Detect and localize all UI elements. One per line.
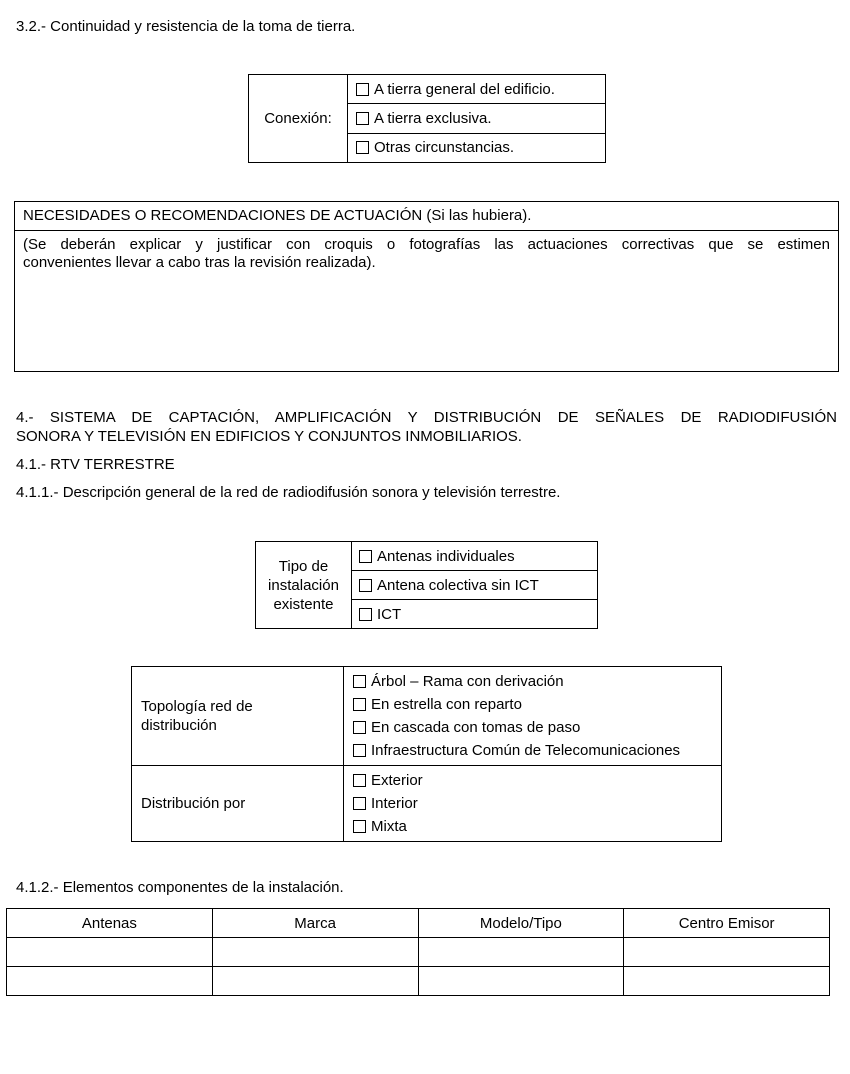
option-row <box>352 571 598 600</box>
table-cell[interactable] <box>7 938 213 967</box>
section-4-1-title: 4.1.- RTV TERRESTRE <box>16 456 175 473</box>
section-4-title-line2: SONORA Y TELEVISIÓN EN EDIFICIOS Y CONJUNTOS INMOBILIARIOS. <box>16 428 522 445</box>
tipo-label-line2: instalación <box>268 576 339 594</box>
option-label: Antena colectiva sin ICT <box>377 576 539 594</box>
needs-body-line1: (Se deberán explicar y justificar con croquis o fotografías las actuaciones correctivas que se estimen <box>23 236 830 253</box>
checkbox[interactable] <box>359 608 372 621</box>
table-cell[interactable] <box>624 967 830 996</box>
option-row <box>348 133 606 162</box>
topologia-label-line1: Topología red de <box>141 698 253 715</box>
table-cell[interactable] <box>624 938 830 967</box>
checkbox[interactable] <box>353 675 366 688</box>
checkbox[interactable] <box>353 744 366 757</box>
checkbox[interactable] <box>353 698 366 711</box>
option-label: ICT <box>377 605 402 623</box>
option-row <box>352 542 598 571</box>
section-3-2-title: 3.2.- Continuidad y resistencia de la toma de tierra. <box>16 18 356 35</box>
checkbox[interactable] <box>359 579 372 592</box>
checkbox[interactable] <box>353 820 366 833</box>
topologia-table <box>131 666 722 842</box>
option-label: A tierra general del edificio. <box>374 80 555 98</box>
table-row <box>7 938 830 967</box>
checkbox[interactable] <box>353 797 366 810</box>
option-row <box>352 600 598 629</box>
option-label: En cascada con tomas de paso <box>371 719 581 736</box>
topologia-label-cell <box>132 667 344 766</box>
option-label: En estrella con reparto <box>371 696 522 713</box>
option-label: Interior <box>371 795 418 812</box>
needs-box <box>14 201 839 372</box>
option-label: A tierra exclusiva. <box>374 109 492 127</box>
needs-header-text: NECESIDADES O RECOMENDACIONES DE ACTUACIÓN (Si las hubiera). <box>23 207 532 224</box>
conexion-table <box>248 74 606 163</box>
conexion-label: Conexión: <box>264 110 332 127</box>
needs-body-line2: convenientes llevar a cabo tras la revisión realizada). <box>23 254 376 271</box>
checkbox[interactable] <box>356 112 369 125</box>
header-centro-emisor: Centro Emisor <box>624 909 830 938</box>
option-row <box>348 104 606 133</box>
table-cell[interactable] <box>418 938 624 967</box>
tipo-instalacion-label-cell <box>256 542 352 629</box>
table-cell[interactable] <box>418 967 624 996</box>
tipo-label-line1: Tipo de <box>278 557 329 575</box>
distribucion-label: Distribución por <box>141 795 246 812</box>
table-cell[interactable] <box>212 938 418 967</box>
checkbox[interactable] <box>356 141 369 154</box>
header-modelo-tipo: Modelo/Tipo <box>418 909 624 938</box>
section-4-1-1-title: 4.1.1.- Descripción general de la red de radiodifusión sonora y televisión terrestre. <box>16 484 561 501</box>
conexion-label-cell <box>249 75 348 163</box>
checkbox[interactable] <box>353 774 366 787</box>
needs-body[interactable] <box>15 231 838 272</box>
header-marca: Marca <box>212 909 418 938</box>
checkbox[interactable] <box>359 550 372 563</box>
option-label: Árbol – Rama con derivación <box>371 673 564 690</box>
table-cell[interactable] <box>212 967 418 996</box>
tipo-label-line3: existente <box>273 595 334 613</box>
option-label: Antenas individuales <box>377 547 515 565</box>
option-label: Infraestructura Común de Telecomunicaciones <box>371 742 681 759</box>
option-label: Exterior <box>371 772 423 789</box>
checkbox[interactable] <box>356 83 369 96</box>
option-label: Otras circunstancias. <box>374 139 515 157</box>
tipo-instalacion-table <box>255 541 598 629</box>
option-label: Mixta <box>371 818 407 835</box>
table-row <box>7 967 830 996</box>
header-antenas: Antenas <box>7 909 213 938</box>
distribucion-options-cell <box>344 766 722 842</box>
elementos-table <box>6 908 830 996</box>
topologia-options-cell <box>344 667 722 766</box>
topologia-label-line2: distribución <box>141 717 217 734</box>
distribucion-label-cell <box>132 766 344 842</box>
option-row <box>348 75 606 104</box>
checkbox[interactable] <box>353 721 366 734</box>
table-cell[interactable] <box>7 967 213 996</box>
table-header-row <box>7 909 830 938</box>
needs-header <box>15 202 838 231</box>
section-4-title-line1: 4.- SISTEMA DE CAPTACIÓN, AMPLIFICACIÓN Y DISTRIBUCIÓN DE SEÑALES DE RADIODIFUSIÓN <box>16 409 837 426</box>
section-4-1-2-title: 4.1.2.- Elementos componentes de la instalación. <box>16 879 344 896</box>
